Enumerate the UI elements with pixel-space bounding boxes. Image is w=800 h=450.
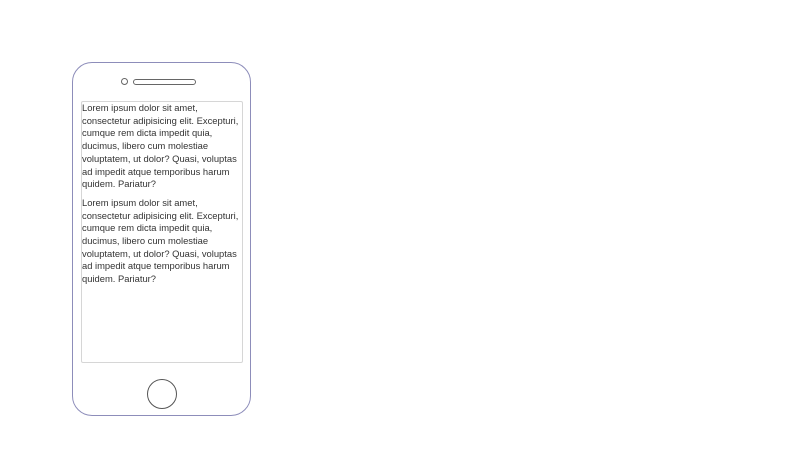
screen-paragraph-1: Lorem ipsum dolor sit amet, consectetur adipisicing elit. Excepturi, cumque rem dicta impedit quia, ducimus, libero cum molestiae voluptatem, ut dolor? Quasi, voluptas ad impedit atque temporibus harum quidem. Pariatur? <box>82 102 239 190</box>
earpiece-speaker <box>133 79 196 85</box>
home-button[interactable] <box>147 379 177 409</box>
phone-frame <box>72 62 251 416</box>
front-camera-icon <box>121 78 128 85</box>
screen-paragraph-2: Lorem ipsum dolor sit amet, consectetur adipisicing elit. Excepturi, cumque rem dicta impedit quia, ducimus, libero cum molestiae voluptatem, ut dolor? Quasi, voluptas ad impedit atque temporibus harum quidem. Pariatur? <box>82 196 239 285</box>
phone-screen[interactable] <box>81 101 243 363</box>
